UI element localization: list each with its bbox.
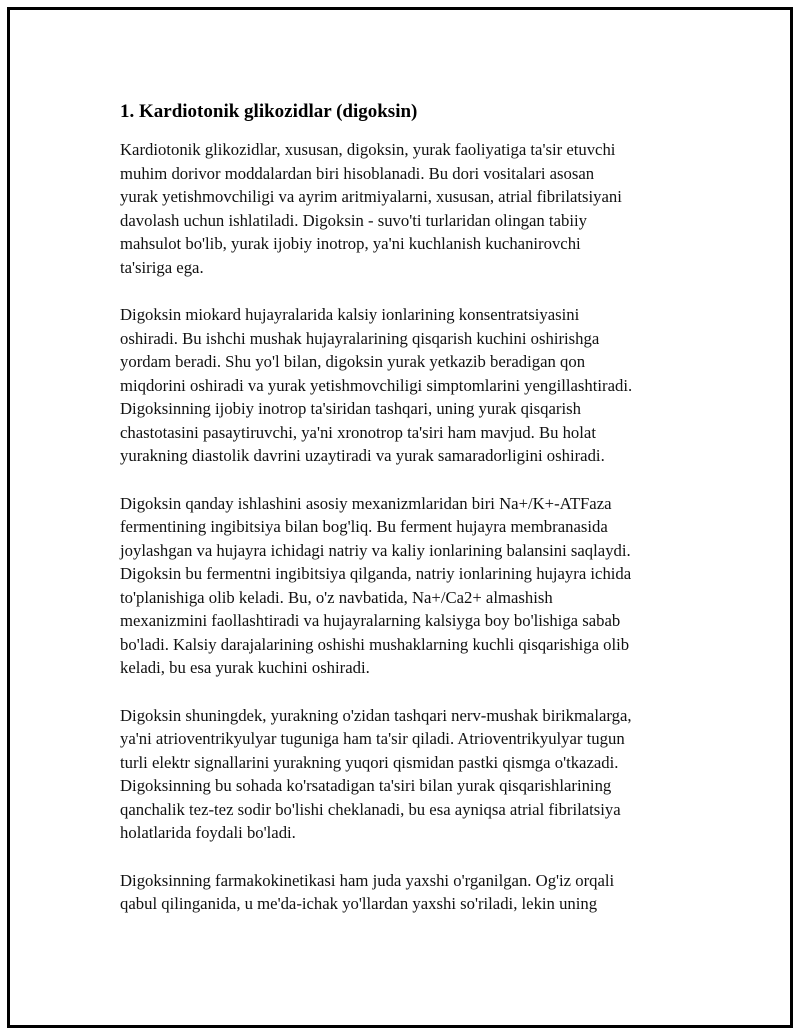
text-line: Digoksinning farmakokinetikasi ham juda yaxshi o'rganilgan. Og'iz orqali [120, 870, 615, 890]
text-line: davolash uchun ishlatiladi. Digoksin - suvo'ti turlaridan olingan tabiiy [120, 210, 587, 230]
page-frame [7, 7, 793, 1028]
text-line: ta'siriga ega. [120, 257, 204, 277]
text-line: joylashgan va hujayra ichidagi natriy va kaliy ionlarining balansini saqlaydi. [120, 540, 631, 560]
text-line: to'planishiga olib keladi. Bu, o'z navbatida, Na+/Ca2+ almashish [120, 587, 553, 607]
text-line: yurak yetishmovchiligi va ayrim aritmiyalarni, xususan, atrial fibrilatsiyani [120, 187, 622, 206]
text-line: oshiradi. Bu ishchi mushak hujayralarining qisqarish kuchini oshirishga [120, 328, 600, 348]
text-line: mahsulot bo'lib, yurak ijobiy inotrop, ya'ni kuchlanish kuchanirovchi [120, 234, 581, 253]
text-line: yordam beradi. Shu yo'l bilan, digoksin yurak yetkazib beradigan qon [120, 352, 586, 371]
text-line: fermentining ingibitsiya bilan bog'liq. Bu ferment hujayra membranasida [120, 517, 608, 536]
paragraph-intro [120, 138, 700, 279]
document-body [120, 100, 700, 940]
text-line: mexanizmini faollashtiradi va hujayralarning kalsiyga boy bo'lishiga sabab [120, 611, 621, 630]
paragraph-av-node [120, 704, 700, 845]
text-line: bo'ladi. Kalsiy darajalarining oshishi mushaklarning kuchli qisqarishiga olib [120, 634, 630, 654]
text-line: yurakning diastolik davrini uzaytiradi va yurak samaradorligini oshiradi. [120, 446, 605, 465]
text-line: holatlarida foydali bo'ladi. [120, 823, 296, 842]
paragraph-enzyme [120, 492, 700, 680]
text-line: chastotasini pasaytiruvchi, ya'ni xronotrop ta'siri ham mavjud. Bu holat [120, 422, 596, 442]
text-line: muhim dorivor moddalardan biri hisoblanadi. Bu dori vositalari asosan [120, 163, 595, 183]
text-line: ya'ni atrioventrikyulyar tuguniga ham ta'sir qiladi. Atrioventrikyulyar tugun [120, 729, 625, 748]
text-line: qanchalik tez-tez sodir bo'lishi cheklanadi, bu esa ayniqsa atrial fibrilatsiya [120, 799, 621, 819]
text-line: Digoksin miokard hujayralarida kalsiy ionlarining konsentratsiyasini [120, 305, 580, 324]
text-line: Digoksin shuningdek, yurakning o'zidan tashqari nerv-mushak birikmalarga, [120, 705, 632, 725]
text-line: miqdorini oshiradi va yurak yetishmovchiligi simptomlarini yengillashtiradi. [120, 375, 633, 395]
text-line: Digoksinning ijobiy inotrop ta'siridan tashqari, uning yurak qisqarish [120, 399, 581, 418]
text-line: Digoksin qanday ishlashini asosiy mexanizmlaridan biri Na+/K+-ATFaza [120, 493, 612, 513]
text-line: turli elektr signallarini yurakning yuqori qismidan pastki qismga o'tkazadi. [120, 752, 619, 772]
text-line: keladi, bu esa yurak kuchini oshiradi. [120, 658, 370, 677]
section-heading: 1. Kardiotonik glikozidlar (digoksin) [120, 101, 418, 122]
text-line: Digoksinning bu sohada ko'rsatadigan ta'siri bilan yurak qisqarishlarining [120, 776, 612, 795]
text-line: Kardiotonik glikozidlar, xususan, digoksin, yurak faoliyatiga ta'sir etuvchi [120, 140, 616, 159]
paragraph-mechanism [120, 303, 700, 468]
text-line: qabul qilinganida, u me'da-ichak yo'llardan yaxshi so'riladi, lekin uning [120, 894, 598, 913]
text-line: Digoksin bu fermentni ingibitsiya qilganda, natriy ionlarining hujayra ichida [120, 564, 632, 583]
paragraph-pharmacokinetics [120, 869, 700, 916]
